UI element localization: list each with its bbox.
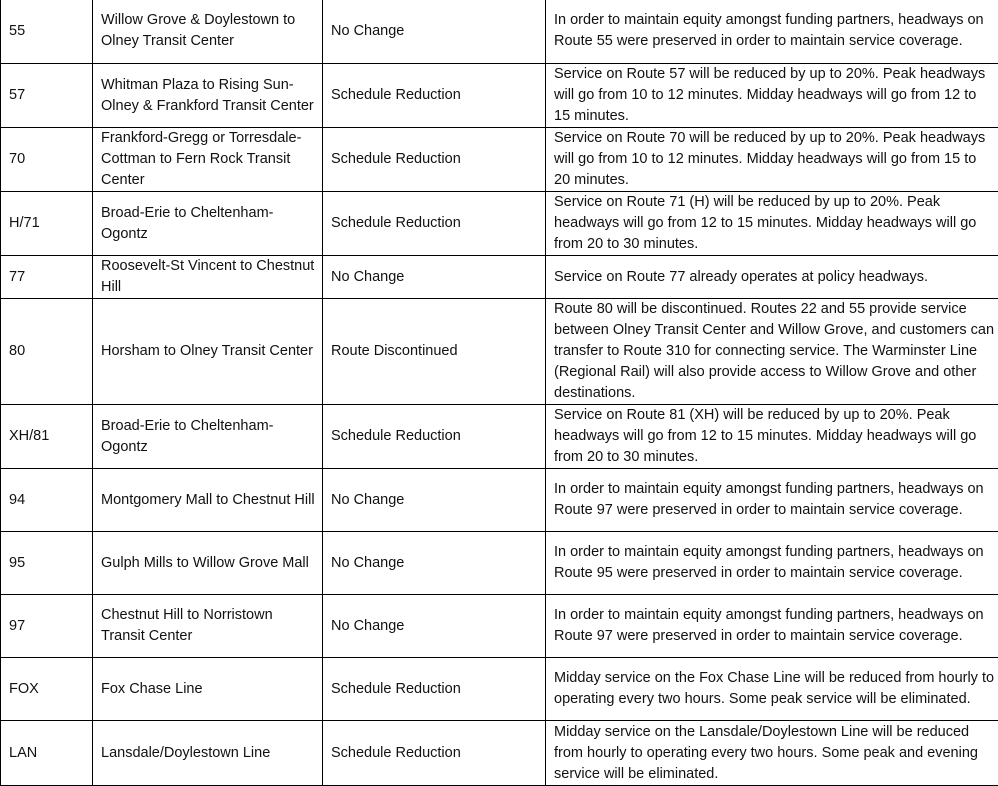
description-cell: Broad-Erie to Cheltenham-Ogontz [93,192,323,256]
details-cell: In order to maintain equity amongst funding partners, headways on Route 95 were preserved in order to maintain service coverage. [546,532,998,595]
route-cell: XH/81 [1,405,93,469]
details-cell: Service on Route 57 will be reduced by up to 20%. Peak headways will go from 10 to 12 minutes. Midday headways will go from 12 to 15 minutes. [546,64,998,128]
table-row [1,595,998,658]
route-changes-body [1,0,998,786]
description-cell: Gulph Mills to Willow Grove Mall [93,532,323,595]
description-cell: Fox Chase Line [93,658,323,721]
description-cell: Lansdale/Doylestown Line [93,721,323,786]
table-row [1,532,998,595]
description-cell: Whitman Plaza to Rising Sun-Olney & Frankford Transit Center [93,64,323,128]
change-cell: Schedule Reduction [323,192,546,256]
route-cell: 97 [1,595,93,658]
change-cell: Schedule Reduction [323,128,546,192]
change-cell: No Change [323,0,546,64]
description-cell: Roosevelt-St Vincent to Chestnut Hill [93,256,323,299]
change-cell: No Change [323,256,546,299]
table-row [1,256,998,299]
details-cell: In order to maintain equity amongst funding partners, headways on Route 55 were preserved in order to maintain service coverage. [546,0,998,64]
details-cell: Midday service on the Lansdale/Doylestown Line will be reduced from hourly to operating every two hours. Some peak and evening service will be eliminated. [546,721,998,786]
change-cell: No Change [323,532,546,595]
route-cell: 70 [1,128,93,192]
table-row [1,128,998,192]
description-cell: Willow Grove & Doylestown to Olney Transit Center [93,0,323,64]
details-cell: In order to maintain equity amongst funding partners, headways on Route 97 were preserved in order to maintain service coverage. [546,469,998,532]
table-row [1,0,998,64]
description-cell: Chestnut Hill to Norristown Transit Center [93,595,323,658]
details-cell: Route 80 will be discontinued. Routes 22 and 55 provide service between Olney Transit Center and Willow Grove, and customers can transfer to Route 310 for connecting service. The Warminster Line (Regional Rail) will also provide access to Willow Grove and other destinations. [546,299,998,405]
route-cell: 80 [1,299,93,405]
route-cell: 55 [1,0,93,64]
route-cell: LAN [1,721,93,786]
description-cell: Frankford-Gregg or Torresdale-Cottman to Fern Rock Transit Center [93,128,323,192]
details-cell: Service on Route 70 will be reduced by up to 20%. Peak headways will go from 10 to 12 minutes. Midday headways will go from 15 to 20 minutes. [546,128,998,192]
table-row [1,721,998,786]
description-cell: Montgomery Mall to Chestnut Hill [93,469,323,532]
route-cell: 95 [1,532,93,595]
route-cell: 57 [1,64,93,128]
route-cell: H/71 [1,192,93,256]
details-cell: Service on Route 77 already operates at policy headways. [546,256,998,299]
route-cell: 94 [1,469,93,532]
description-cell: Broad-Erie to Cheltenham-Ogontz [93,405,323,469]
change-cell: Route Discontinued [323,299,546,405]
details-cell: In order to maintain equity amongst funding partners, headways on Route 97 were preserved in order to maintain service coverage. [546,595,998,658]
table-row [1,64,998,128]
description-cell: Horsham to Olney Transit Center [93,299,323,405]
table-row [1,405,998,469]
route-cell: 77 [1,256,93,299]
route-cell: FOX [1,658,93,721]
table-row [1,192,998,256]
table-row [1,469,998,532]
change-cell: No Change [323,595,546,658]
details-cell: Midday service on the Fox Chase Line will be reduced from hourly to operating every two hours. Some peak service will be eliminated. [546,658,998,721]
change-cell: Schedule Reduction [323,721,546,786]
change-cell: Schedule Reduction [323,64,546,128]
change-cell: Schedule Reduction [323,658,546,721]
details-cell: Service on Route 71 (H) will be reduced by up to 20%. Peak headways will go from 12 to 15 minutes. Midday headways will go from 20 to 30 minutes. [546,192,998,256]
change-cell: Schedule Reduction [323,405,546,469]
table-row [1,299,998,405]
table-row [1,658,998,721]
change-cell: No Change [323,469,546,532]
details-cell: Service on Route 81 (XH) will be reduced by up to 20%. Peak headways will go from 12 to 15 minutes. Midday headways will go from 20 to 30 minutes. [546,405,998,469]
